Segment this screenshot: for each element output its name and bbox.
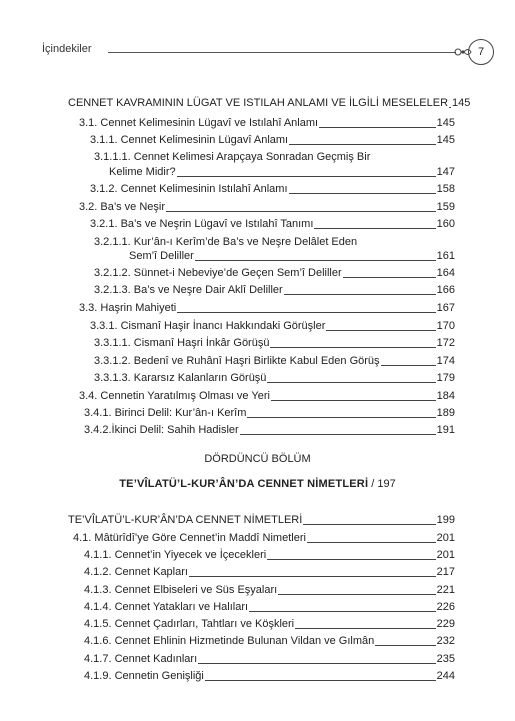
- toc-entry-page: 172: [436, 337, 455, 349]
- toc-entry-page: 229: [436, 618, 455, 630]
- toc-entry-title: 4.1.4. Cennet Yatakları ve Halıları: [84, 601, 249, 613]
- toc-entry[interactable]: [84, 670, 455, 683]
- leader-line: [375, 645, 435, 646]
- toc-entry-page: 167: [436, 302, 455, 314]
- toc-entry[interactable]: [84, 407, 455, 420]
- leader-line: [284, 294, 436, 295]
- toc-entry-title: 4.1. Mâtürîdî’ye Göre Cennet’in Maddî Nimetleri: [73, 532, 306, 544]
- toc-entry-title-line1: 3.2.1.1. Kur’ân-ı Kerîm’de Ba’s ve Neşre Delâlet Eden: [94, 236, 358, 248]
- toc-entry[interactable]: [84, 635, 455, 648]
- toc-entry-page: 191: [436, 424, 455, 436]
- toc-entry-title: Sem’î Deliller: [129, 250, 194, 262]
- toc-entry[interactable]: [84, 618, 455, 631]
- section-title-page: / 197: [368, 478, 396, 490]
- toc-entry[interactable]: [90, 134, 455, 147]
- toc-entry-title: 3.3. Haşrin Mahiyeti: [79, 302, 177, 314]
- toc-entry-page: 145: [452, 97, 471, 109]
- toc-entry-title: 3.1.2. Cennet Kelimesinin Istılahî Anlamı: [90, 183, 288, 195]
- toc-entry-title: 3.2.1.3. Ba’s ve Neşre Dair Aklî Deliller: [94, 284, 283, 296]
- toc-entry-page: 166: [436, 284, 455, 296]
- header-title: İçindekiler: [42, 43, 92, 55]
- toc-entry-page: 147: [436, 166, 455, 178]
- toc-entry[interactable]: [94, 284, 455, 297]
- toc-entry[interactable]: [129, 250, 455, 263]
- toc-entry-page: 232: [436, 635, 455, 647]
- toc-entry-title: 3.1.1. Cennet Kelimesinin Lügavî Anlamı: [90, 134, 289, 146]
- toc-entry-title: 3.3.1. Cismanî Haşir İnancı Hakkındaki Görüşler: [90, 320, 326, 332]
- toc-entry[interactable]: [94, 355, 455, 368]
- toc-entry[interactable]: [94, 337, 455, 350]
- leader-line: [289, 193, 436, 194]
- toc-entry-title: 3.2.1. Ba’s ve Neşrin Lügavî ve Istılahî Tanımı: [90, 218, 314, 230]
- leader-line: [381, 365, 436, 366]
- leader-line: [267, 382, 435, 383]
- toc-entry-page: 217: [436, 566, 455, 578]
- leader-line: [198, 663, 436, 664]
- toc-entry[interactable]: [94, 267, 455, 280]
- toc-entry[interactable]: [109, 166, 455, 179]
- toc-entry[interactable]: [79, 201, 455, 214]
- toc-entry[interactable]: [68, 514, 455, 527]
- toc-entry-title: 4.1.7. Cennet Kadınları: [84, 653, 198, 665]
- toc-entry-title-line1: 3.1.1.1. Cennet Kelimesi Arapçaya Sonradan Geçmiş Bir: [94, 151, 371, 163]
- leader-line: [319, 127, 436, 128]
- toc-entry-page: 226: [436, 601, 455, 613]
- toc-entry[interactable]: [68, 97, 471, 110]
- toc-entry[interactable]: [79, 117, 455, 130]
- toc-entry-page: 201: [436, 532, 455, 544]
- section-label: DÖRDÜNCÜ BÖLÜM: [204, 453, 311, 465]
- leader-line: [303, 524, 435, 525]
- leader-line: [166, 211, 436, 212]
- toc-entry-title: 4.1.1. Cennet’in Yiyecek ve İçecekleri: [84, 549, 267, 561]
- toc-entry-title: 4.1.3. Cennet Elbiseleri ve Süs Eşyaları: [84, 584, 278, 596]
- leader-line: [247, 417, 435, 418]
- toc-entry-page: 161: [436, 250, 455, 262]
- toc-entry[interactable]: [90, 183, 455, 196]
- toc-entry-title: 3.1. Cennet Kelimesinin Lügavî ve Istılahî Anlamı: [79, 117, 319, 129]
- toc-entry-page: 160: [436, 218, 455, 230]
- leader-line: [307, 542, 436, 543]
- leader-line: [177, 176, 436, 177]
- leader-line: [271, 400, 436, 401]
- toc-entry-page: 179: [436, 372, 455, 384]
- leader-line: [205, 680, 436, 681]
- toc-entry[interactable]: [90, 320, 455, 333]
- toc-entry-page: 201: [436, 549, 455, 561]
- toc-entry-page: 235: [436, 653, 455, 665]
- leader-line: [314, 228, 435, 229]
- toc-entry[interactable]: [84, 601, 455, 614]
- leader-line: [189, 576, 436, 577]
- toc-entry-page: 199: [436, 514, 455, 526]
- toc-entry-title: 4.1.5. Cennet Çadırları, Tahtları ve Köşkleri: [84, 618, 295, 630]
- toc-entry-title: 3.3.1.2. Bedenî ve Ruhânî Haşri Birlikte Kabul Eden Görüş: [94, 355, 380, 367]
- toc-entry[interactable]: [73, 532, 455, 545]
- toc-entry-title: 4.1.9. Cennetin Genişliği: [84, 670, 204, 682]
- leader-line: [289, 144, 436, 145]
- leader-line: [278, 594, 435, 595]
- running-header: [42, 41, 485, 67]
- toc-entry-page: 164: [436, 267, 455, 279]
- leader-line: [343, 277, 436, 278]
- toc-entry-page: 221: [436, 584, 455, 596]
- toc-entry-page: 244: [436, 670, 455, 682]
- toc-entry[interactable]: [79, 390, 455, 403]
- leader-line: [177, 312, 435, 313]
- toc-entry-title: 3.4. Cennetin Yaratılmış Olması ve Yeri: [79, 390, 270, 402]
- toc-entry[interactable]: [79, 302, 455, 315]
- toc-entry-title: Kelime Midir?: [109, 166, 176, 178]
- toc-entry-title: CENNET KAVRAMININ LÜGAT VE ISTILAH ANLAMI VE İLGİLİ MESELELER: [68, 97, 449, 109]
- toc-entry-title: 3.2.1.2. Sünnet-i Nebeviye’de Geçen Sem’î Deliller: [94, 267, 342, 279]
- toc-entry-title: 4.1.6. Cennet Ehlinin Hizmetinde Bulunan Vildan ve Gılmân: [84, 635, 375, 647]
- leader-line: [449, 107, 451, 108]
- leader-line: [295, 628, 436, 629]
- toc-entry-page: 159: [436, 201, 455, 213]
- leader-line: [267, 559, 435, 560]
- toc-entry-page: 158: [436, 183, 455, 195]
- page-number: 7: [468, 39, 494, 65]
- toc-entry-title: 3.3.1.1. Cismanî Haşri İnkâr Görüşü: [94, 337, 270, 349]
- toc-entry-title: 3.4.2.İkinci Delil: Sahih Hadisler: [84, 424, 239, 436]
- toc-entry-page: 145: [436, 134, 455, 146]
- leader-line: [249, 611, 436, 612]
- leader-line: [270, 347, 435, 348]
- toc-entry-title: 3.3.1.3. Kararsız Kalanların Görüşü: [94, 372, 267, 384]
- toc-entry[interactable]: [84, 549, 455, 562]
- section-title: [0, 478, 515, 490]
- toc-entry[interactable]: [94, 372, 455, 385]
- toc-entry[interactable]: [90, 218, 455, 231]
- leader-line: [326, 330, 435, 331]
- toc-entry-page: 174: [436, 355, 455, 367]
- toc-entry-title: TE’VÎLATÜ’L-KUR’ÂN’DA CENNET NİMETLERİ: [68, 514, 303, 526]
- toc-entry[interactable]: [84, 566, 455, 579]
- header-rule: [108, 52, 456, 53]
- toc-entry-page: 184: [436, 390, 455, 402]
- leader-line: [195, 260, 436, 261]
- toc-entry-title: 4.1.2. Cennet Kapları: [84, 566, 188, 578]
- toc-entry-page: 145: [436, 117, 455, 129]
- toc-entry-page: 189: [436, 407, 455, 419]
- toc-entry[interactable]: [84, 653, 455, 666]
- toc-entry[interactable]: [84, 584, 455, 597]
- toc-entry-page: 170: [436, 320, 455, 332]
- section-title-text: TE’VÎLATÜ’L-KUR’ÂN’DA CENNET NİMETLERİ: [119, 478, 369, 490]
- toc-entry[interactable]: [84, 424, 455, 437]
- toc-entry-title: 3.4.1. Birinci Delil: Kur’ân-ı Kerîm: [84, 407, 247, 419]
- toc-entry-title: 3.2. Ba’s ve Neşir: [79, 201, 166, 213]
- leader-line: [240, 434, 436, 435]
